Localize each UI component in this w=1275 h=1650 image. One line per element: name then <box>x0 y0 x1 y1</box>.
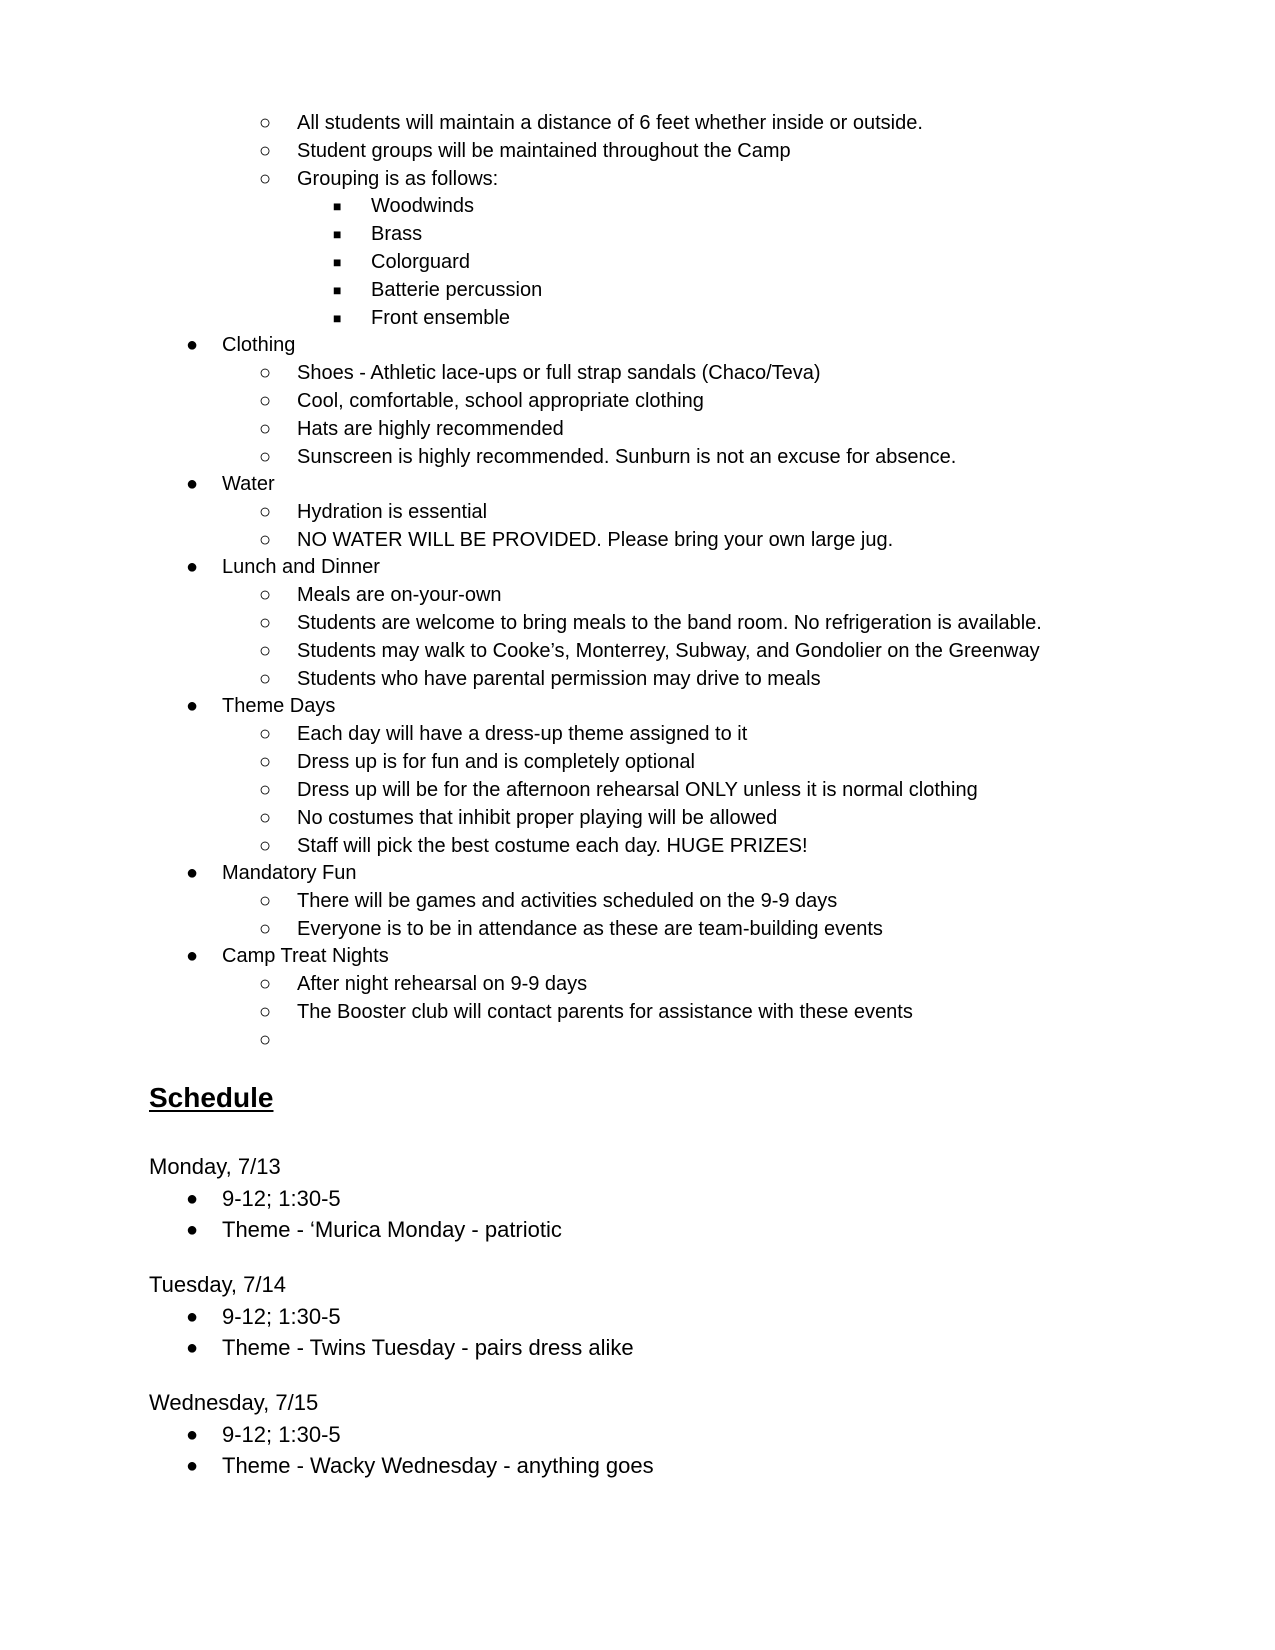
circle-bullet: ○ <box>259 751 272 773</box>
list-item-text: Students may walk to Cooke’s, Monterrey, Subway, and Gondolier on the Greenway <box>297 640 1040 662</box>
disc-bullet: ● <box>186 556 199 578</box>
section-title: Theme Days <box>222 695 336 717</box>
schedule-times: 9-12; 1:30-5 <box>222 1186 341 1211</box>
section-title: Clothing <box>222 334 296 356</box>
disc-bullet: ● <box>186 1306 199 1328</box>
circle-bullet: ○ <box>259 362 272 384</box>
list-item-text: Hydration is essential <box>297 501 488 523</box>
circle-bullet: ○ <box>259 112 272 134</box>
disc-bullet: ● <box>186 1219 199 1241</box>
disc-bullet: ● <box>186 945 199 967</box>
square-bullet: ■ <box>333 254 342 270</box>
schedule-theme: Theme - Wacky Wednesday - anything goes <box>222 1453 654 1478</box>
circle-bullet: ○ <box>259 529 272 551</box>
schedule-day-label: Tuesday, 7/14 <box>149 1272 286 1297</box>
list-item-text: Students are welcome to bring meals to the band room. No refrigeration is available. <box>297 612 1042 634</box>
circle-bullet: ○ <box>259 918 272 940</box>
circle-bullet: ○ <box>259 418 272 440</box>
circle-bullet: ○ <box>259 612 272 634</box>
square-bullet: ■ <box>333 226 342 242</box>
section-title: Lunch and Dinner <box>222 556 380 578</box>
square-bullet: ■ <box>333 282 342 298</box>
disc-bullet: ● <box>186 473 199 495</box>
list-item-text: After night rehearsal on 9-9 days <box>297 973 588 995</box>
circle-bullet: ○ <box>259 446 272 468</box>
list-item-text: Shoes - Athletic lace-ups or full strap sandals (Chaco/Teva) <box>297 362 821 384</box>
disc-bullet: ● <box>186 695 199 717</box>
section-title: Water <box>222 473 275 495</box>
list-item-text: Dress up will be for the afternoon rehearsal ONLY unless it is normal clothing <box>297 779 978 801</box>
section-title: Mandatory Fun <box>222 862 357 884</box>
schedule-times: 9-12; 1:30-5 <box>222 1422 341 1447</box>
list-item-text: Students who have parental permission may drive to meals <box>297 668 821 690</box>
list-item-text: Batterie percussion <box>371 279 543 301</box>
circle-bullet: ○ <box>259 973 272 995</box>
circle-bullet: ○ <box>259 890 272 912</box>
circle-bullet: ○ <box>259 723 272 745</box>
list-item-text: Staff will pick the best costume each day. HUGE PRIZES! <box>297 835 808 857</box>
list-item-text: The Booster club will contact parents for assistance with these events <box>297 1001 913 1023</box>
list-item-text: Grouping is as follows: <box>297 168 499 190</box>
list-item-text: There will be games and activities scheduled on the 9-9 days <box>297 890 838 912</box>
list-item-text: Sunscreen is highly recommended. Sunburn is not an excuse for absence. <box>297 446 957 468</box>
list-item-text: Each day will have a dress-up theme assigned to it <box>297 723 748 745</box>
list-item-text: Everyone is to be in attendance as these are team-building events <box>297 918 883 940</box>
circle-bullet: ○ <box>259 501 272 523</box>
list-item-text: Dress up is for fun and is completely optional <box>297 751 695 773</box>
circle-bullet: ○ <box>259 584 272 606</box>
schedule-day-label: Wednesday, 7/15 <box>149 1390 319 1415</box>
list-item-text: Student groups will be maintained throughout the Camp <box>297 140 791 162</box>
square-bullet: ■ <box>333 310 342 326</box>
list-item-text: Colorguard <box>371 251 470 273</box>
list-item-text: All students will maintain a distance of 6 feet whether inside or outside. <box>297 112 923 134</box>
schedule-theme: Theme - Twins Tuesday - pairs dress alike <box>222 1335 634 1360</box>
circle-bullet: ○ <box>259 1029 272 1051</box>
schedule-heading: Schedule <box>149 1082 274 1113</box>
list-item-text: NO WATER WILL BE PROVIDED. Please bring your own large jug. <box>297 529 894 551</box>
disc-bullet: ● <box>186 1337 199 1359</box>
circle-bullet: ○ <box>259 807 272 829</box>
list-item-text: Front ensemble <box>371 307 510 329</box>
schedule-day-label: Monday, 7/13 <box>149 1154 281 1179</box>
list-item-text: No costumes that inhibit proper playing will be allowed <box>297 807 778 829</box>
circle-bullet: ○ <box>259 140 272 162</box>
list-item-text: Cool, comfortable, school appropriate clothing <box>297 390 704 412</box>
square-bullet: ■ <box>333 198 342 214</box>
list-item-text: Hats are highly recommended <box>297 418 564 440</box>
disc-bullet: ● <box>186 1188 199 1210</box>
disc-bullet: ● <box>186 1424 199 1446</box>
circle-bullet: ○ <box>259 668 272 690</box>
circle-bullet: ○ <box>259 1001 272 1023</box>
circle-bullet: ○ <box>259 640 272 662</box>
circle-bullet: ○ <box>259 168 272 190</box>
section-title: Camp Treat Nights <box>222 945 389 967</box>
list-item-text: Brass <box>371 223 423 245</box>
circle-bullet: ○ <box>259 779 272 801</box>
schedule-times: 9-12; 1:30-5 <box>222 1304 341 1329</box>
circle-bullet: ○ <box>259 835 272 857</box>
disc-bullet: ● <box>186 334 199 356</box>
schedule-theme: Theme - ‘Murica Monday - patriotic <box>222 1217 562 1242</box>
list-item-text: Meals are on-your-own <box>297 584 502 606</box>
list-item-text: Woodwinds <box>371 195 475 217</box>
circle-bullet: ○ <box>259 390 272 412</box>
disc-bullet: ● <box>186 1455 199 1477</box>
disc-bullet: ● <box>186 862 199 884</box>
